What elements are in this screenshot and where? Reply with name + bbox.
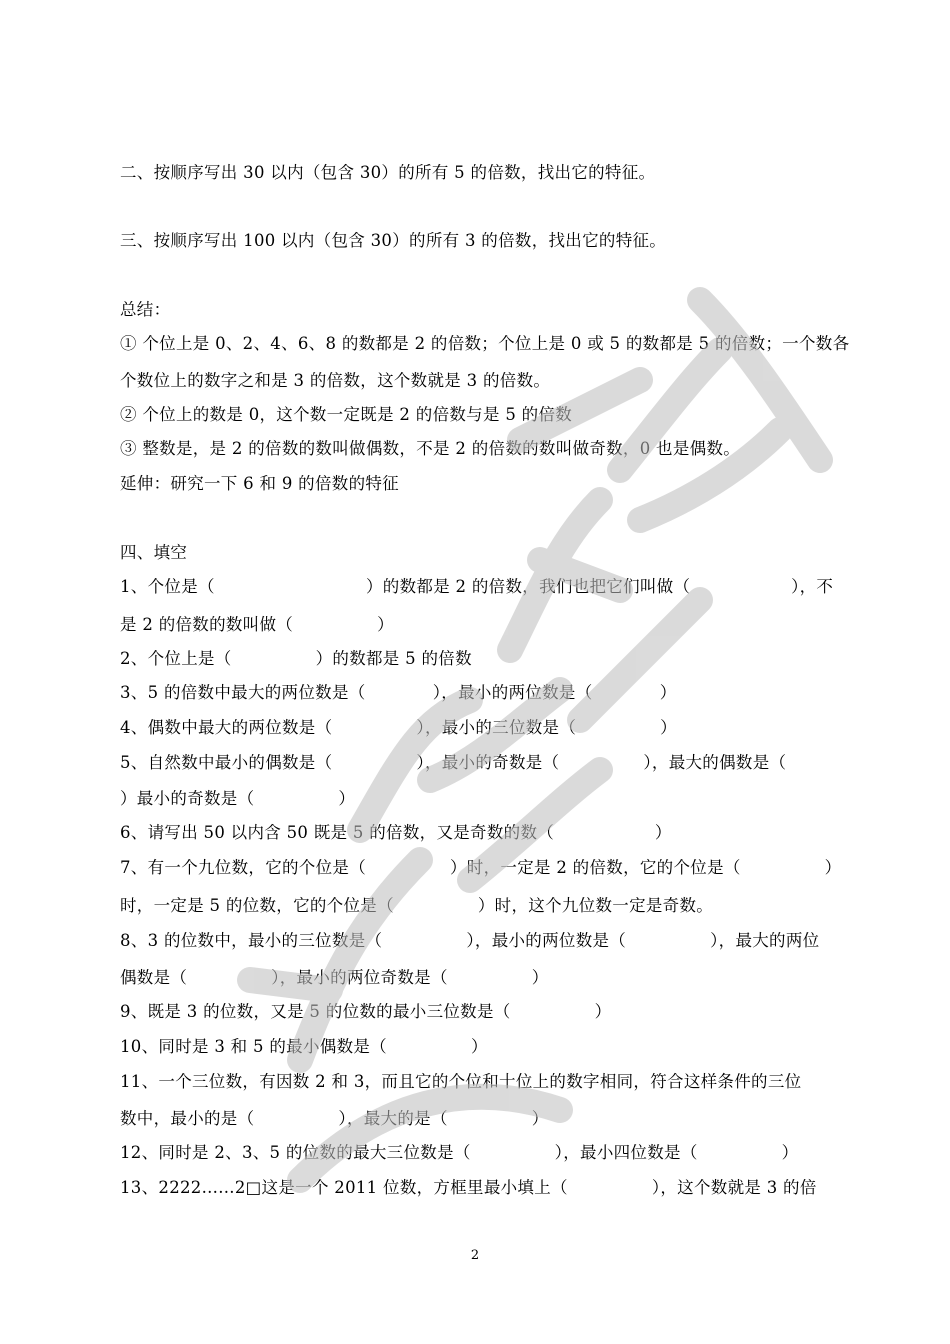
question-3: 3、5 的倍数中最大的两位数是（ ），最小的两位数是（ ） — [120, 683, 677, 702]
summary-heading: 总结： — [120, 300, 171, 319]
question-11-line-1: 11、一个三位数，有因数 2 和 3，而且它的个位和十位上的数字相同，符合这样条件的三位 — [120, 1072, 802, 1091]
page-number: 2 — [470, 1248, 480, 1263]
question-1-line-2: 是 2 的倍数的数叫做（ ） — [120, 615, 394, 634]
summary-extension: 延伸：研究一下 6 和 9 的倍数的特征 — [120, 474, 399, 493]
question-4: 4、偶数中最大的两位数是（ ），最小的三位数是（ ） — [120, 718, 677, 737]
section-4-title: 四、填空 — [120, 543, 188, 562]
summary-item-1-line-2: 个数位上的数字之和是 3 的倍数，这个数就是 3 的倍数。 — [120, 371, 551, 390]
question-13: 13、2222......2□这是一个 2011 位数，方框里最小填上（ ），这个数就是 3 的倍 — [120, 1178, 817, 1197]
section-3-title: 三、按顺序写出 100 以内（包含 30）的所有 3 的倍数，找出它的特征。 — [120, 231, 667, 250]
summary-item-3: ③ 整数是，是 2 的倍数的数叫做偶数，不是 2 的倍数的数叫做奇数，0 也是偶数。 — [120, 439, 741, 458]
question-5-line-1: 5、自然数中最小的偶数是（ ），最小的奇数是（ ），最大的偶数是（ — [120, 753, 787, 772]
question-2: 2、个位上是（ ）的数都是 5 的倍数 — [120, 649, 472, 668]
section-2-title: 二、按顺序写出 30 以内（包含 30）的所有 5 的倍数，找出它的特征。 — [120, 163, 656, 182]
question-11-line-2: 数中，最小的是（ ），最大的是（ ） — [120, 1109, 549, 1128]
question-12: 12、同时是 2、3、5 的位数的最大三位数是（ ），最小四位数是（ ） — [120, 1143, 799, 1162]
summary-item-1-line-1: ① 个位上是 0、2、4、6、8 的数都是 2 的倍数；个位上是 0 或 5 的数都是 5 的倍数；一个数各 — [120, 334, 850, 353]
question-8-line-1: 8、3 的位数中，最小的三位数是（ ），最小的两位数是（ ），最大的两位 — [120, 931, 820, 950]
question-7-line-1: 7、有一个九位数，它的个位是（ ）时，一定是 2 的倍数，它的个位是（ ） — [120, 858, 842, 877]
question-1-line-1: 1、个位是（ ）的数都是 2 的倍数，我们也把它们叫做（ ），不 — [120, 577, 834, 596]
question-8-line-2: 偶数是（ ），最小的两位奇数是（ ） — [120, 968, 549, 987]
question-10: 10、同时是 3 和 5 的最小偶数是（ ） — [120, 1037, 488, 1056]
question-6: 6、请写出 50 以内含 50 既是 5 的倍数，又是奇数的数（ ） — [120, 823, 672, 842]
question-5-line-2: ）最小的奇数是（ ） — [120, 789, 356, 808]
summary-item-2: ② 个位上的数是 0，这个数一定既是 2 的倍数与是 5 的倍数 — [120, 405, 573, 424]
question-9: 9、既是 3 的位数，又是 5 的位数的最小三位数是（ ） — [120, 1002, 612, 1021]
question-7-line-2: 时，一定是 5 的位数，它的个位是（ ）时，这个九位数一定是奇数。 — [120, 896, 714, 915]
